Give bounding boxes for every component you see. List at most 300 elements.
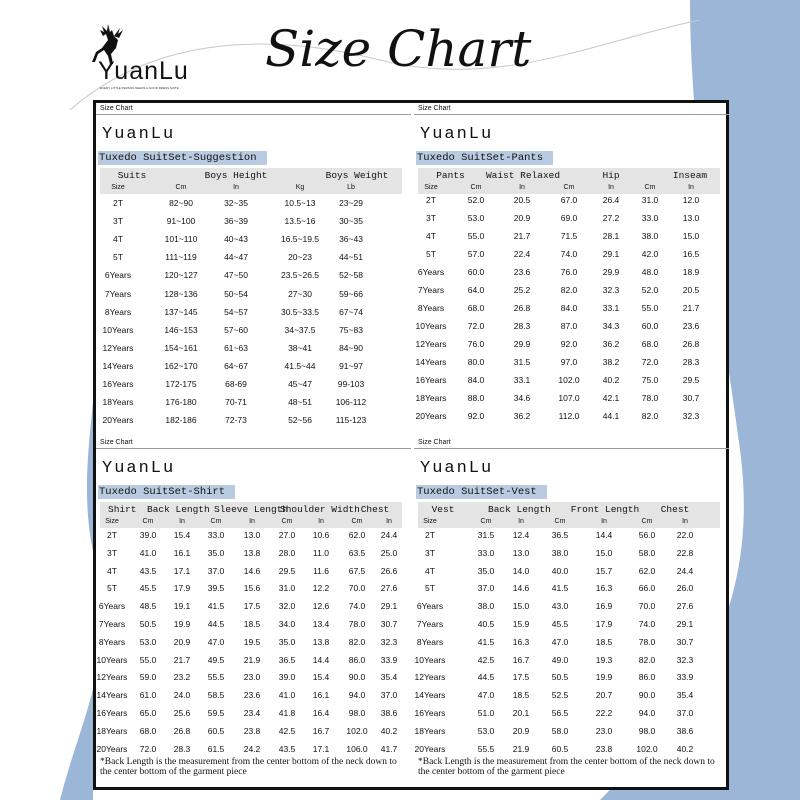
table-cell: 60.5 xyxy=(207,725,225,736)
table-cell: 16Years xyxy=(414,708,446,718)
table-cell: 41.5 xyxy=(207,601,225,612)
table-row xyxy=(96,270,411,282)
table-cell: 40.2 xyxy=(676,743,694,754)
table-cell: 45~47 xyxy=(288,379,312,389)
table-cell: 36~43 xyxy=(339,234,363,245)
table-cell: 80.0 xyxy=(467,357,485,367)
table-cell: 58.0 xyxy=(638,547,656,558)
table-cell: 14Years xyxy=(415,357,447,367)
table-cell: 16.5 xyxy=(682,249,700,259)
panel-subtitle: Tuxedo SuitSet-Vest xyxy=(416,485,547,499)
table-cell: 3T xyxy=(113,216,123,227)
table-cell: 23.8 xyxy=(595,743,613,754)
table-row xyxy=(96,252,411,264)
panel-footnote: *Back Length is the measurement from the center bottom of the neck down to the center bottom of the garment piece xyxy=(100,757,397,778)
table-cell: 17.9 xyxy=(173,583,191,594)
table-cell: 14Years xyxy=(102,360,134,371)
table-cell: 61.5 xyxy=(207,743,225,754)
table-cell: 82~90 xyxy=(169,198,193,208)
table-cell: 36.2 xyxy=(602,339,620,349)
table-cell: 23.6 xyxy=(243,690,261,701)
column-group-header: Chest xyxy=(660,504,690,515)
table-cell: 41.8 xyxy=(278,708,296,718)
table-cell: 90.0 xyxy=(348,672,366,683)
table-cell: 23.4 xyxy=(243,708,261,718)
table-cell: 146~153 xyxy=(164,324,198,335)
column-unit-header: Cm xyxy=(470,184,482,191)
table-cell: 44.1 xyxy=(602,411,620,421)
table-cell: 53.0 xyxy=(477,725,495,736)
panel-footnote: *Back Length is the measurement from the center bottom of the neck down to the center bottom of the garment piece xyxy=(418,757,715,778)
table-cell: 29.1 xyxy=(380,601,398,612)
table-cell: 30~35 xyxy=(339,216,363,227)
table-cell: 19.9 xyxy=(595,672,613,683)
table-cell: 14.0 xyxy=(512,565,530,576)
table-cell: 50.5 xyxy=(139,619,157,629)
table-cell: 10Years xyxy=(415,321,447,331)
table-cell: 21.9 xyxy=(512,743,530,754)
column-unit-header: Cm xyxy=(644,184,656,191)
table-cell: 25.0 xyxy=(380,547,398,558)
column-group-header: Vest xyxy=(431,504,455,515)
table-cell: 11.0 xyxy=(313,547,329,558)
column-unit-header: Cm xyxy=(175,184,187,191)
table-cell: 6Years xyxy=(416,601,444,612)
table-cell: 15.7 xyxy=(595,565,613,576)
table-cell: 8Years xyxy=(104,306,132,317)
table-cell: 20Years xyxy=(102,415,134,426)
table-cell: 39.0 xyxy=(139,530,157,540)
table-row xyxy=(414,708,729,720)
table-cell: 74.0 xyxy=(638,619,656,629)
table-cell: 57.0 xyxy=(467,249,485,259)
table-cell: 75~83 xyxy=(339,324,363,335)
table-cell: 51.0 xyxy=(477,708,495,718)
table-cell: 70-71 xyxy=(225,397,247,408)
table-cell: 16.3 xyxy=(595,583,613,594)
table-cell: 23~29 xyxy=(339,198,363,208)
table-cell: 26.8 xyxy=(513,303,531,313)
table-cell: 32.3 xyxy=(602,285,620,295)
table-cell: 12Years xyxy=(414,672,446,683)
table-cell: 16.5~19.5 xyxy=(280,234,320,245)
table-cell: 54~57 xyxy=(224,306,248,317)
table-cell: 62.0 xyxy=(348,530,366,540)
table-cell: 5T xyxy=(426,249,436,259)
table-cell: 32.3 xyxy=(676,654,694,665)
table-cell: 162~170 xyxy=(164,360,198,371)
table-cell: 47.0 xyxy=(551,636,569,647)
table-cell: 22.8 xyxy=(676,547,694,558)
table-cell: 19.9 xyxy=(173,619,191,629)
table-cell: 7Years xyxy=(416,619,444,629)
table-cell: 76.0 xyxy=(467,339,485,349)
column-unit-header: In xyxy=(608,184,614,191)
table-cell: 13.5~16 xyxy=(284,216,316,227)
table-row xyxy=(414,393,729,405)
table-cell: 13.4 xyxy=(312,619,330,629)
table-cell: 32.0 xyxy=(278,601,296,612)
table-cell: 32.3 xyxy=(380,636,398,647)
table-cell: 59.0 xyxy=(139,672,157,683)
table-cell: 154~161 xyxy=(164,342,198,353)
table-cell: 38.0 xyxy=(477,601,495,612)
table-row xyxy=(414,601,729,613)
table-cell: 22.4 xyxy=(513,249,531,259)
table-cell: 38~41 xyxy=(288,342,312,353)
table-cell: 58.0 xyxy=(551,725,569,736)
table-cell: 34.0 xyxy=(278,619,296,629)
column-unit-header: In xyxy=(688,184,694,191)
table-cell: 115-123 xyxy=(335,415,367,426)
table-cell: 4T xyxy=(425,565,435,576)
table-cell: 23.2 xyxy=(173,672,191,683)
table-cell: 17.5 xyxy=(243,601,261,612)
table-cell: 14.4 xyxy=(595,530,613,540)
table-row xyxy=(96,672,411,684)
table-row xyxy=(96,343,411,355)
table-cell: 55.0 xyxy=(467,231,485,241)
table-cell: 36.5 xyxy=(278,654,296,665)
table-cell: 21.7 xyxy=(173,654,191,665)
table-cell: 24.2 xyxy=(243,743,261,754)
table-cell: 19.1 xyxy=(173,601,191,612)
table-cell: 68.0 xyxy=(139,725,157,736)
table-cell: 98.0 xyxy=(638,725,656,736)
table-row xyxy=(414,267,729,279)
table-cell: 13.0 xyxy=(243,530,261,540)
table-cell: 15.0 xyxy=(595,547,613,558)
table-cell: 16.7 xyxy=(512,654,530,665)
panel-subtitle: Tuxedo SuitSet-Pants xyxy=(416,151,553,165)
table-cell: 69.0 xyxy=(560,213,578,223)
table-cell: 82.0 xyxy=(348,636,366,647)
table-cell: 55.0 xyxy=(641,303,659,313)
table-cell: 2T xyxy=(425,530,435,540)
column-unit-header: In xyxy=(318,518,324,525)
column-group-header: Shirt xyxy=(108,504,137,515)
table-cell: 22.0 xyxy=(676,530,694,540)
table-cell: 10.6 xyxy=(312,530,330,540)
table-cell: 24.0 xyxy=(173,690,191,701)
table-cell: 38.0 xyxy=(641,231,659,241)
table-cell: 50~54 xyxy=(224,288,248,299)
table-row xyxy=(96,690,411,702)
table-row xyxy=(414,566,729,578)
table-row xyxy=(96,379,411,391)
table-cell: 84.0 xyxy=(560,303,578,313)
logo-brand-text: YuanLu xyxy=(98,57,189,85)
panel-subtitle: Tuxedo SuitSet-Suggestion xyxy=(98,151,267,165)
table-cell: 41.7 xyxy=(380,743,398,754)
table-cell: 16.4 xyxy=(312,708,330,718)
table-cell: 172-175 xyxy=(165,379,197,389)
column-group-header: Back Length xyxy=(488,504,551,515)
table-cell: 102.0 xyxy=(558,375,580,385)
table-row xyxy=(414,672,729,684)
table-row xyxy=(414,637,729,649)
table-cell: 53.0 xyxy=(467,213,485,223)
column-unit-header: Cm xyxy=(210,518,222,525)
table-row xyxy=(414,357,729,369)
table-cell: 40.2 xyxy=(380,725,398,736)
table-cell: 20.9 xyxy=(513,213,531,223)
table-cell: 92.0 xyxy=(467,411,485,421)
table-row xyxy=(414,583,729,595)
table-cell: 55.0 xyxy=(139,654,157,665)
table-row xyxy=(96,397,411,409)
table-cell: 8Years xyxy=(98,636,126,647)
table-cell: 41.5 xyxy=(551,583,569,594)
table-cell: 16.1 xyxy=(312,690,330,701)
table-row xyxy=(414,375,729,387)
table-cell: 84~90 xyxy=(339,342,363,353)
table-cell: 33.9 xyxy=(380,654,398,665)
table-cell: 34.6 xyxy=(513,393,531,403)
table-cell: 58.5 xyxy=(207,690,225,701)
table-row xyxy=(96,289,411,301)
table-cell: 84.0 xyxy=(467,375,485,385)
page-title: Size Chart xyxy=(265,20,532,78)
table-cell: 42.0 xyxy=(641,249,659,259)
table-cell: 42.5 xyxy=(278,725,296,736)
table-cell: 91~97 xyxy=(339,360,363,371)
table-cell: 72.0 xyxy=(139,743,157,754)
table-cell: 20.9 xyxy=(173,636,191,647)
table-cell: 88.0 xyxy=(467,393,485,403)
table-cell: 45.5 xyxy=(139,583,157,594)
column-unit-header: In xyxy=(601,518,607,525)
table-cell: 18.5 xyxy=(512,690,530,701)
table-cell: 38.6 xyxy=(380,708,398,718)
table-cell: 18.5 xyxy=(243,619,261,629)
table-cell: 27.0 xyxy=(278,530,296,540)
table-cell: 27~30 xyxy=(288,288,312,299)
table-cell: 52~58 xyxy=(339,270,363,281)
column-unit-header: In xyxy=(233,184,239,191)
table-cell: 16Years xyxy=(102,379,134,389)
table-cell: 26.4 xyxy=(602,195,620,205)
panel-vest xyxy=(414,437,729,789)
table-cell: 13.0 xyxy=(512,547,530,558)
table-cell: 20Years xyxy=(414,743,446,754)
table-cell: 71.5 xyxy=(560,231,578,241)
table-row xyxy=(414,655,729,667)
table-row xyxy=(96,655,411,667)
table-cell: 42.5 xyxy=(477,654,495,665)
table-header xyxy=(418,502,720,528)
table-cell: 60.0 xyxy=(467,267,485,277)
table-row xyxy=(414,249,729,261)
table-cell: 72.0 xyxy=(467,321,485,331)
table-cell: 30.7 xyxy=(676,636,694,647)
panel-brand: YuanLu xyxy=(420,125,494,144)
table-cell: 26.6 xyxy=(380,565,398,576)
table-cell: 12Years xyxy=(415,339,447,349)
table-cell: 38.0 xyxy=(551,547,569,558)
table-cell: 10Years xyxy=(102,324,134,335)
table-cell: 27.6 xyxy=(380,583,398,594)
table-cell: 14Years xyxy=(96,690,128,701)
table-cell: 36.2 xyxy=(513,411,531,421)
table-cell: 8Years xyxy=(417,303,445,313)
table-cell: 17.1 xyxy=(312,743,330,754)
table-cell: 20.7 xyxy=(595,690,613,701)
column-group-header: Waist Relaxed xyxy=(485,170,561,181)
table-cell: 35.4 xyxy=(676,690,694,701)
table-cell: 20Years xyxy=(96,743,128,754)
table-cell: 91~100 xyxy=(166,216,196,227)
column-unit-header: In xyxy=(519,184,525,191)
table-cell: 38.6 xyxy=(676,725,694,736)
table-cell: 43.5 xyxy=(278,743,296,754)
panel-brand: YuanLu xyxy=(420,459,494,478)
column-group-header: Boys Weight xyxy=(325,170,389,181)
column-unit-header: Size xyxy=(111,184,125,191)
table-cell: 22.2 xyxy=(595,708,613,718)
table-row xyxy=(414,231,729,243)
table-cell: 40.5 xyxy=(477,619,495,629)
table-cell: 68.0 xyxy=(467,303,485,313)
table-row xyxy=(96,530,411,542)
table-row xyxy=(96,234,411,246)
table-row xyxy=(96,325,411,337)
table-cell: 37.0 xyxy=(676,708,694,718)
table-cell: 75.0 xyxy=(641,375,659,385)
table-cell: 64.0 xyxy=(467,285,485,295)
table-cell: 41.0 xyxy=(139,547,157,558)
column-group-header: Shoulder Width xyxy=(280,504,360,515)
panel-header-label: Size Chart xyxy=(414,437,729,449)
table-cell: 37.0 xyxy=(207,565,225,576)
table-cell: 63.5 xyxy=(348,547,366,558)
table-cell: 44~51 xyxy=(339,252,363,263)
table-cell: 29.5 xyxy=(682,375,700,385)
table-cell: 14.6 xyxy=(243,565,261,576)
column-unit-header: Cm xyxy=(641,518,653,525)
table-cell: 20.9 xyxy=(512,725,530,736)
table-cell: 33.1 xyxy=(602,303,620,313)
table-cell: 29.1 xyxy=(676,619,694,629)
table-cell: 48.0 xyxy=(641,267,659,277)
table-cell: 49.5 xyxy=(207,654,225,665)
table-row xyxy=(96,216,411,228)
table-cell: 18Years xyxy=(415,393,447,403)
table-cell: 33.1 xyxy=(513,375,531,385)
table-cell: 18Years xyxy=(414,725,446,736)
table-cell: 60.5 xyxy=(551,743,569,754)
column-unit-header: Cm xyxy=(480,518,492,525)
table-cell: 82.0 xyxy=(638,654,656,665)
table-cell: 76.0 xyxy=(560,267,578,277)
column-unit-header: Cm xyxy=(142,518,154,525)
table-cell: 86.0 xyxy=(348,654,366,665)
table-cell: 176-180 xyxy=(165,397,197,408)
table-cell: 5T xyxy=(113,252,123,263)
table-cell: 43.0 xyxy=(551,601,569,612)
table-cell: 12.6 xyxy=(312,601,330,612)
table-cell: 39.5 xyxy=(207,583,225,594)
table-cell: 32.3 xyxy=(682,411,700,421)
table-cell: 27.6 xyxy=(676,601,694,612)
column-unit-header: Cm xyxy=(554,518,566,525)
table-row xyxy=(414,690,729,702)
panel-suggestion xyxy=(96,103,411,438)
table-cell: 23.0 xyxy=(243,672,261,683)
table-row xyxy=(414,619,729,631)
panel-pants xyxy=(414,103,729,438)
column-group-header: Pants xyxy=(436,170,465,181)
column-group-header: Back Length xyxy=(147,504,210,515)
table-cell: 94.0 xyxy=(638,708,656,718)
table-cell: 26.8 xyxy=(682,339,700,349)
table-header xyxy=(100,168,402,194)
column-unit-header: Size xyxy=(424,184,438,191)
table-row xyxy=(96,601,411,613)
table-row xyxy=(96,415,411,427)
table-cell: 23.6 xyxy=(513,267,531,277)
table-cell: 12Years xyxy=(96,672,128,683)
table-cell: 18.5 xyxy=(595,636,613,647)
table-cell: 55.5 xyxy=(207,672,225,683)
table-cell: 60.0 xyxy=(641,321,659,331)
table-cell: 70.0 xyxy=(348,583,366,594)
table-row xyxy=(96,726,411,738)
table-cell: 28.3 xyxy=(682,357,700,367)
table-cell: 12.2 xyxy=(312,583,330,594)
column-unit-header: Kg xyxy=(295,184,305,191)
table-cell: 67~74 xyxy=(339,306,363,317)
table-cell: 82.0 xyxy=(560,285,578,295)
table-row xyxy=(414,303,729,315)
table-cell: 16.9 xyxy=(595,601,613,612)
table-row xyxy=(96,637,411,649)
table-cell: 2T xyxy=(426,195,436,205)
table-cell: 182-186 xyxy=(165,415,197,426)
table-cell: 10.5~13 xyxy=(284,198,316,208)
column-unit-header: Cm xyxy=(351,518,363,525)
table-cell: 17.1 xyxy=(173,565,191,576)
table-cell: 111~119 xyxy=(165,252,197,263)
table-cell: 44.5 xyxy=(207,619,225,629)
panel-brand: YuanLu xyxy=(102,125,176,144)
table-cell: 106-112 xyxy=(335,397,367,408)
table-row xyxy=(414,339,729,351)
table-cell: 12Years xyxy=(102,342,134,353)
table-cell: 78.0 xyxy=(638,636,656,647)
table-row xyxy=(96,744,411,756)
table-cell: 33.0 xyxy=(207,530,225,540)
table-row xyxy=(414,744,729,756)
panel-subtitle: Tuxedo SuitSet-Shirt xyxy=(98,485,235,499)
table-cell: 14.6 xyxy=(512,583,530,594)
table-cell: 72-73 xyxy=(225,415,247,426)
table-cell: 106.0 xyxy=(346,743,368,754)
table-header xyxy=(100,502,402,528)
table-cell: 23.6 xyxy=(682,321,700,331)
panel-header-label: Size Chart xyxy=(414,103,729,115)
table-cell: 31.0 xyxy=(278,583,296,594)
table-cell: 16Years xyxy=(96,708,128,718)
table-cell: 43.5 xyxy=(139,565,157,576)
table-cell: 33.0 xyxy=(641,213,659,223)
table-cell: 64~67 xyxy=(224,360,248,371)
column-unit-header: In xyxy=(682,518,688,525)
table-cell: 17.9 xyxy=(595,619,613,629)
table-cell: 53.0 xyxy=(139,636,157,647)
table-row xyxy=(96,307,411,319)
table-cell: 24.4 xyxy=(380,530,398,540)
